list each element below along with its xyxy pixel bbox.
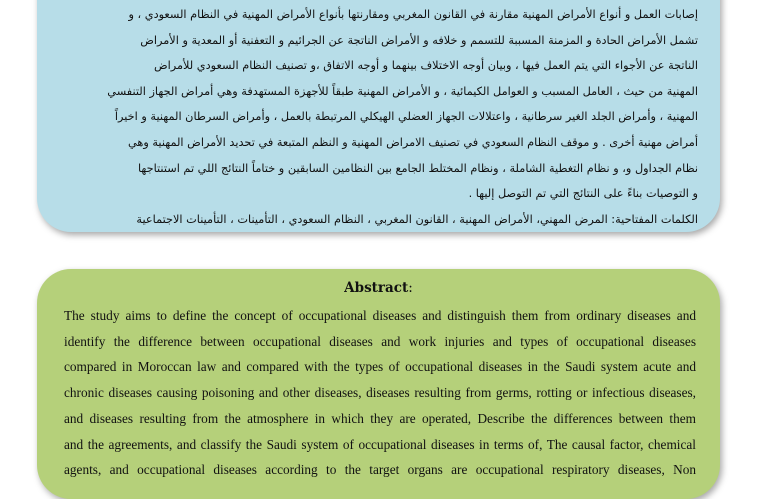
english-abstract-line: and the agreements, and classify the Saudi system of occupational diseases in terms of, The causal factor, chemical xyxy=(64,436,696,452)
english-abstract-card xyxy=(37,269,720,499)
english-abstract-line: chronic diseases causing poisoning and other diseases, diseases resulting from germs, rotting or infectious diseases, xyxy=(64,385,696,401)
arabic-abstract-card xyxy=(37,0,720,232)
english-abstract-line: agents, and occupational diseases according to the target organs are occupational respiratory diseases, Non xyxy=(64,462,696,478)
english-abstract-line: The study aims to define the concept of occupational diseases and distinguish them from ordinary diseases and xyxy=(64,308,696,323)
abstract-heading xyxy=(37,280,720,296)
abstract-heading-label: Abstract xyxy=(344,280,409,296)
english-abstract-line: identify the difference between occupational diseases and work injuries and types of occupational diseases xyxy=(64,333,696,349)
arabic-abstract-body xyxy=(63,2,698,232)
arabic-abstract-line: و التوصيات بناءً على النتائج التي تم التوصل إليها . xyxy=(468,187,698,201)
english-abstract-line: compared in Moroccan law and compared with the types of occupational diseases in the Saudi system acute and xyxy=(64,359,696,375)
abstract-heading-colon: : xyxy=(408,280,413,296)
arabic-abstract-line: إصابات العمل و أنواع الأمراض المهنية مقارنة في القانون المغربي ومقارنتها بأنواع الأمراض المهنية في النظام السعودي ، و xyxy=(128,8,698,21)
arabic-abstract-line: الناتجة عن الأجواء التي يتم العمل فيها ، وبيان أوجه الاختلاف بينهما و أوجه الاتفاق ،و تصنيف النظام السعودي للأمراض xyxy=(153,59,698,73)
arabic-abstract-line: أمراض مهنية أخرى . و موقف النظام السعودي في تصنيف الامراض المهنية و النظم المتبعة في تحديد الأمراض المهنية وهي xyxy=(127,135,698,149)
arabic-abstract-line: نظام الجداول و، و نظام التغطية الشاملة ، ونظام المختلط الجامع بين النظامين السابقين و ختاماً النتائج اللي تم استنتاجها xyxy=(137,161,698,175)
arabic-abstract-line: المهنية ، وأمراض الجلد الغير سرطانية ، واعتلالات الجهاز العضلي الهيكلي المرتبطة بالعمل ، وأمراض السرطان المهنية و اخيراً xyxy=(114,110,698,124)
arabic-abstract-line: تشمل الأمراض الحادة و المزمنة المسببة للتسمم و خلافه و الأمراض الناتجة عن الجرائيم و التعفنية أو المعدية و الأمراض xyxy=(140,33,698,47)
arabic-keywords: الكلمات المفتاحية: المرض المهني، الأمراض المهنية ، القانون المغربي ، النظام السعودي ، التأمينات ، التأمينات الاجتماعية xyxy=(136,212,698,226)
english-abstract-body xyxy=(64,303,696,483)
arabic-abstract-line: المهنية من حيث ، العامل المسبب و العوامل الكيمائية ، و الأمراض المهنية طبقاً للأجهزة المستهدفة وهي أمراض الجهاز التنفسي xyxy=(107,84,698,98)
english-abstract-line: and diseases resulting from the atmosphere in which they are operated, Describe the differences between them xyxy=(64,410,696,426)
